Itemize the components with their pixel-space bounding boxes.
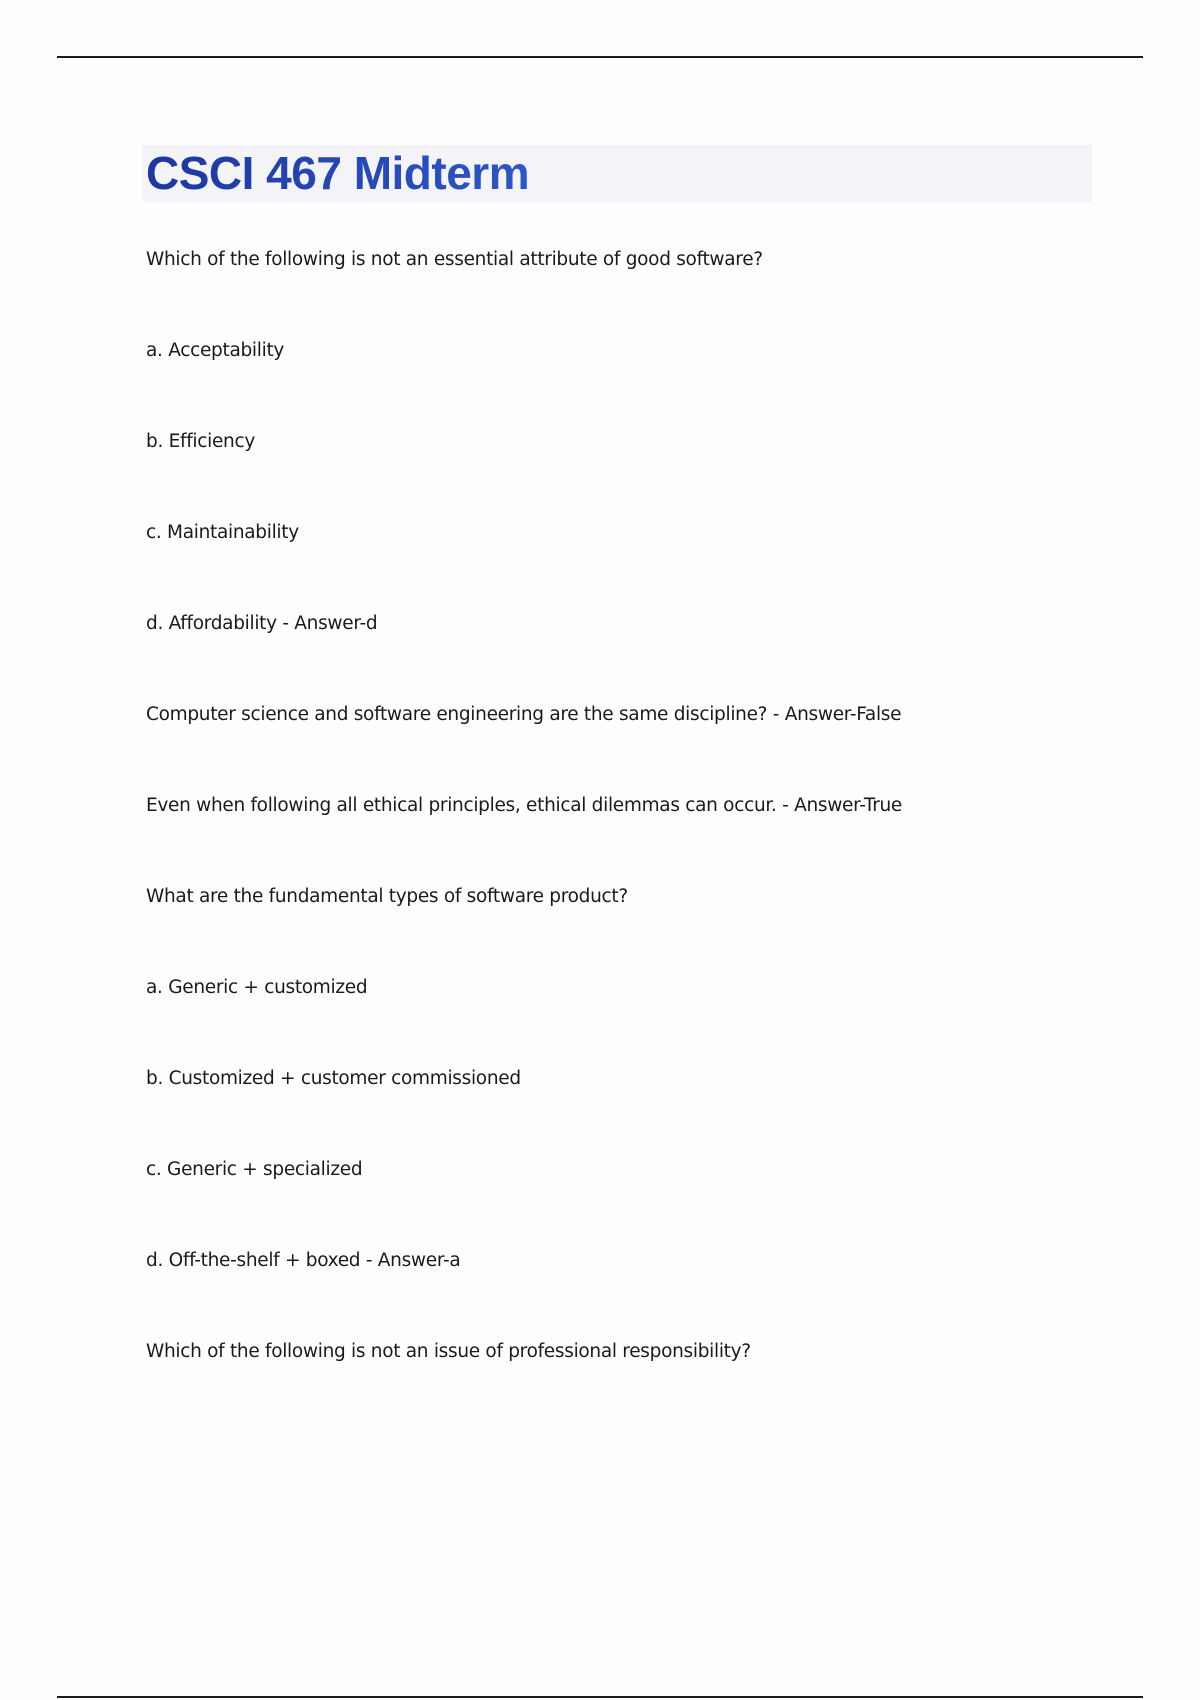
question-2: Computer science and software engineering are the same discipline? - Answer-False (146, 704, 902, 725)
question-1-option-a: a. Acceptability (146, 340, 285, 361)
question-4: What are the fundamental types of software product? (146, 886, 628, 907)
footer-rule (57, 1696, 1143, 1698)
question-1-option-c: c. Maintainability (146, 522, 299, 543)
question-4-option-c: c. Generic + specialized (146, 1159, 363, 1180)
question-1-option-d: d. Affordability - Answer-d (146, 613, 378, 634)
question-5: Which of the following is not an issue of professional responsibility? (146, 1341, 751, 1362)
header-rule (57, 56, 1143, 58)
question-4-option-a: a. Generic + customized (146, 977, 368, 998)
question-4-option-b: b. Customized + customer commissioned (146, 1068, 521, 1089)
question-1-option-b: b. Efficiency (146, 431, 255, 452)
document-title: CSCI 467 Midterm (146, 145, 529, 202)
question-1: Which of the following is not an essential attribute of good software? (146, 249, 763, 270)
question-4-option-d: d. Off-the-shelf + boxed - Answer-a (146, 1250, 461, 1271)
question-3: Even when following all ethical principles, ethical dilemmas can occur. - Answer-True (146, 795, 903, 816)
